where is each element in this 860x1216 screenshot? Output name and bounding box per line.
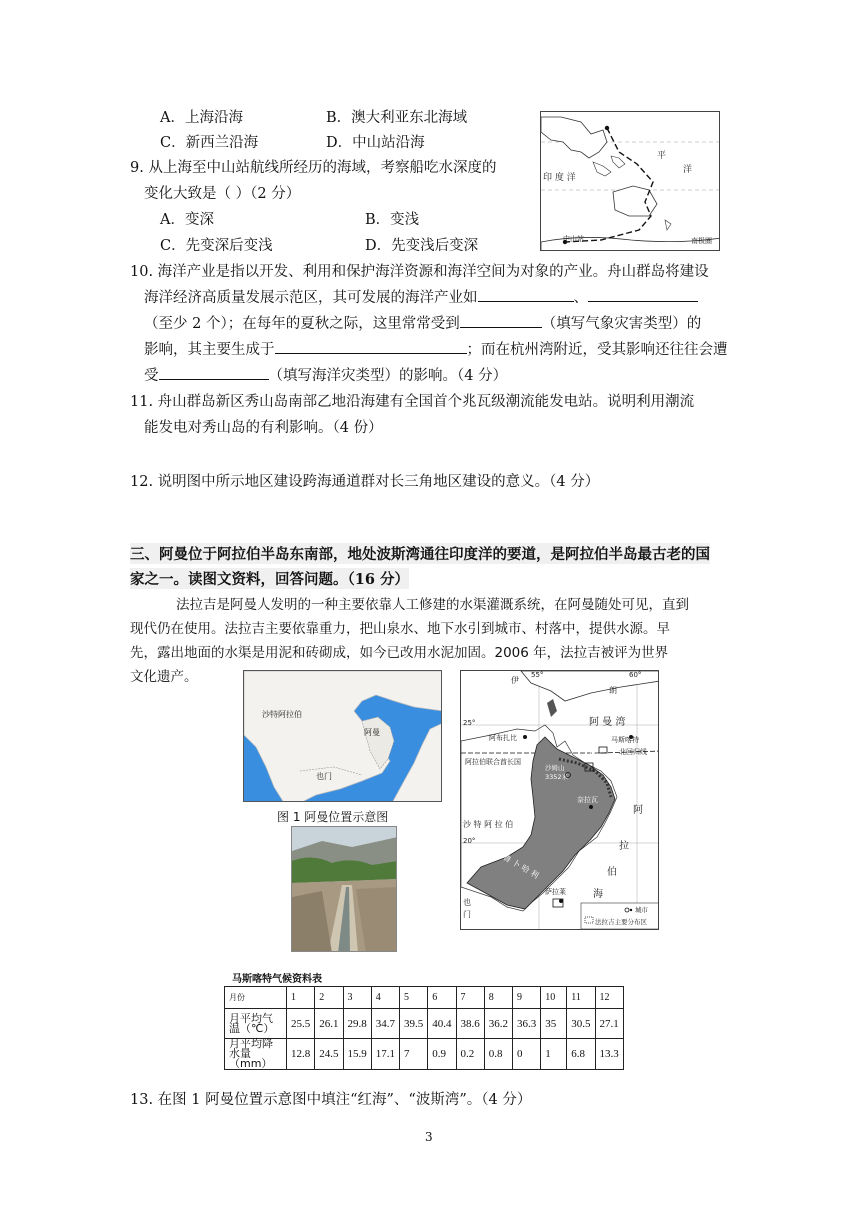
precip-cell: 0.8 (484, 1039, 512, 1070)
month-cell: 7 (456, 987, 484, 1009)
temp-cell: 36.2 (484, 1009, 512, 1039)
temp-cell: 35 (541, 1009, 567, 1039)
month-cell: 4 (371, 987, 399, 1009)
climate-row-precipitation (225, 1039, 624, 1070)
fig2-label-arab-3: 伯 (607, 867, 617, 878)
fig1-label-yemen: 也门 (316, 772, 332, 781)
temp-cell: 27.1 (595, 1009, 623, 1039)
temp-cell: 36.3 (513, 1009, 541, 1039)
q11-line2: 能发电对秀山岛的有利影响。（4 份） (144, 420, 383, 436)
precip-cell: 1 (541, 1039, 567, 1070)
fig2-label-lang: 朗 (609, 686, 617, 695)
q10-line2-text: 海洋经济高质量发展示范区，其可发展的海洋产业如 (144, 290, 478, 306)
fig2-label-tropic: 北回归线 (619, 748, 647, 756)
temp-cell: 25.5 (287, 1009, 315, 1039)
falaj-photo-drawing (292, 827, 397, 952)
precip-label: 月平均降水量（mm） (225, 1039, 287, 1070)
fig2-label-arab-2: 拉 (619, 841, 629, 852)
temp-cell: 29.8 (343, 1009, 371, 1039)
fig2-label-desert: 鲁 卜 哈 利 (501, 852, 541, 881)
temp-label: 月平均气温（℃） (225, 1009, 287, 1039)
fig2-label-55: 55° (531, 671, 544, 679)
precip-cell: 0.2 (456, 1039, 484, 1070)
fig2-label-yemen-2: 门 (463, 910, 471, 919)
precip-cell: 15.9 (343, 1039, 371, 1070)
fig2-label-mountains: 哈 杰 尔 山 脉 (563, 726, 609, 767)
fig2-label-gulf-of-oman: 阿 曼 湾 (589, 717, 626, 728)
temp-cell: 30.5 (567, 1009, 595, 1039)
answer-blank-industry-1[interactable] (478, 286, 574, 302)
figure2-map (460, 670, 659, 930)
fig2-label-abu-dhabi: 阿布扎比 (489, 734, 517, 742)
section3-heading-line2: 家之一。读图文资料，回答问题。（16 分） (130, 568, 409, 589)
label-zhongshan: 中山站 (563, 235, 584, 243)
month-cell: 10 (541, 987, 567, 1009)
temp-cell: 38.6 (456, 1009, 484, 1039)
precip-cell: 24.5 (315, 1039, 343, 1070)
fig2-label-nizwa: 奈拉瓦 (577, 796, 598, 804)
fig1-label-oman: 阿曼 (364, 728, 380, 737)
q10-sep: 、 (573, 290, 588, 306)
fig2-label-25: 25° (463, 719, 476, 727)
fig2-label-iran: 伊 (511, 676, 519, 685)
q10-line5 (144, 364, 507, 385)
climate-table-title: 马斯喀特气候资料表 (232, 974, 322, 985)
q10-line4-text: 影响，其主要生成于 (144, 342, 275, 358)
fig2-label-arab-1: 阿 (633, 805, 643, 816)
precip-cell: 0.9 (428, 1039, 456, 1070)
precip-cell: 13.3 (595, 1039, 623, 1070)
month-cell: 8 (484, 987, 512, 1009)
fig2-label-yemen-1: 也 (463, 898, 471, 907)
q9-stem-line2: 变化大致是（ ）（2 分） (144, 186, 301, 202)
q9-option-a: A．变深 (160, 212, 214, 228)
month-cell: 5 (400, 987, 428, 1009)
climate-row-months (225, 987, 624, 1009)
month-cell: 2 (315, 987, 343, 1009)
fig2-label-mountain-height: 3352米 (545, 773, 569, 781)
answer-blank-industry-2[interactable] (588, 286, 698, 302)
fig2-label-20: 20° (463, 837, 476, 845)
figure1-caption: 图 1 阿曼位置示意图 (277, 810, 389, 824)
q10-line5-text: 受 (144, 368, 159, 384)
fig2-label-mountain: 沙姆山 (545, 764, 565, 772)
precip-cell: 12.8 (287, 1039, 315, 1070)
month-cell: 3 (343, 987, 371, 1009)
label-indian-ocean: 印 度 洋 (543, 173, 576, 183)
label-antarctic-circle: 南极圈 (691, 237, 712, 245)
q8-option-b: B．澳大利亚东北海域 (326, 110, 468, 126)
answer-blank-disaster[interactable] (460, 312, 542, 328)
route-map (540, 111, 720, 251)
month-cell: 11 (567, 987, 595, 1009)
climate-table (224, 986, 624, 1070)
q8-option-c: C．新西兰沿海 (160, 135, 259, 151)
figure1-map-drawing (244, 671, 442, 802)
q10-line4-tail: ；而在杭州湾附近，受其影响还往往会遭 (466, 342, 728, 358)
month-cell: 6 (428, 987, 456, 1009)
q10-line3-tail: （填写气象灾害类型）的 (541, 316, 702, 332)
falaj-photo (291, 826, 397, 952)
label-pacific-1: 平 (657, 151, 667, 161)
figure1-map (243, 670, 442, 802)
answer-blank-origin[interactable] (275, 338, 467, 354)
section3-heading-line1: 三、阿曼位于阿拉伯半岛东南部，地处波斯湾通往印度洋的要道，是阿拉伯半岛最古老的国 (130, 543, 710, 564)
climate-header-label: 月份 (225, 987, 287, 1009)
fig2-legend-falaj: 法拉吉主要分布区 (595, 918, 647, 926)
fig2-label-saudi: 沙 特 阿 拉 伯 (463, 820, 514, 829)
page-number: 3 (425, 1130, 433, 1144)
fig2-label-arab-4: 海 (593, 889, 603, 900)
fig2-legend-city: 城市 (635, 906, 648, 914)
precip-cell: 7 (400, 1039, 428, 1070)
temp-cell: 34.7 (371, 1009, 399, 1039)
fig2-label-60: 60° (629, 671, 642, 679)
q11-line1: 11. 舟山群岛新区秀山岛南部乙地沿海建有全国首个兆瓦级潮流能发电站。说明利用潮流 (130, 394, 695, 410)
q10-line3 (144, 312, 701, 333)
q10-line3-text: （至少 2 个）；在每年的夏秋之际，这里常常受到 (144, 316, 460, 332)
q13-line1: 13. 在图 1 阿曼位置示意图中填注“红海”、“波斯湾”。（4 分） (130, 1092, 532, 1108)
q9-option-c: C．先变深后变浅 (160, 238, 273, 254)
month-cell: 1 (287, 987, 315, 1009)
passage-line3: 先，露出地面的水渠是用泥和砖砌成，如今已改用水泥加固。2006 年，法拉吉被评为世界 (130, 645, 669, 661)
q10-line1: 10. 海洋产业是指以开发、利用和保护海洋资源和海洋空间为对象的产业。舟山群岛将建设 (130, 264, 709, 280)
passage-line2: 现代仍在使用。法拉吉主要依靠重力，把山泉水、地下水引到城市、村落中，提供水源。早 (130, 621, 670, 637)
fig2-label-muscat: 马斯喀特 (611, 736, 639, 744)
q9-option-b: B．变浅 (365, 212, 420, 228)
answer-blank-marine-disaster[interactable] (159, 364, 269, 380)
climate-row-temperature (225, 1009, 624, 1039)
q8-option-a: A．上海沿海 (160, 110, 243, 126)
passage-line1: 法拉吉是阿曼人发明的一种主要依靠人工修建的水渠灌溉系统，在阿曼随处可见，直到 (176, 597, 689, 613)
month-cell: 9 (513, 987, 541, 1009)
temp-cell: 26.1 (315, 1009, 343, 1039)
q9-option-d: D．先变浅后变深 (365, 238, 479, 254)
q10-line4 (144, 338, 728, 359)
q12-line1: 12. 说明图中所示地区建设跨海通道群对长三角地区建设的意义。（4 分） (130, 474, 600, 490)
temp-cell: 40.4 (428, 1009, 456, 1039)
month-cell: 12 (595, 987, 623, 1009)
q10-line5-tail: （填写海洋灾类型）的影响。（4 分） (268, 368, 508, 384)
q8-option-d: D．中山站沿海 (326, 135, 425, 151)
fig2-label-salalah: 萨拉莱 (545, 888, 566, 896)
precip-cell: 0 (513, 1039, 541, 1070)
q9-stem-line1: 9. 从上海至中山站航线所经历的海域，考察船吃水深度的 (130, 160, 497, 176)
precip-cell: 6.8 (567, 1039, 595, 1070)
precip-cell: 17.1 (371, 1039, 399, 1070)
passage-line4: 文化遗产。 (130, 669, 198, 685)
temp-cell: 39.5 (400, 1009, 428, 1039)
q10-line2 (144, 286, 698, 307)
fig1-label-saudi: 沙特阿拉伯 (262, 710, 302, 719)
label-pacific-2: 洋 (683, 165, 693, 175)
fig2-label-uae: 阿拉伯联合酋长国 (465, 758, 521, 766)
